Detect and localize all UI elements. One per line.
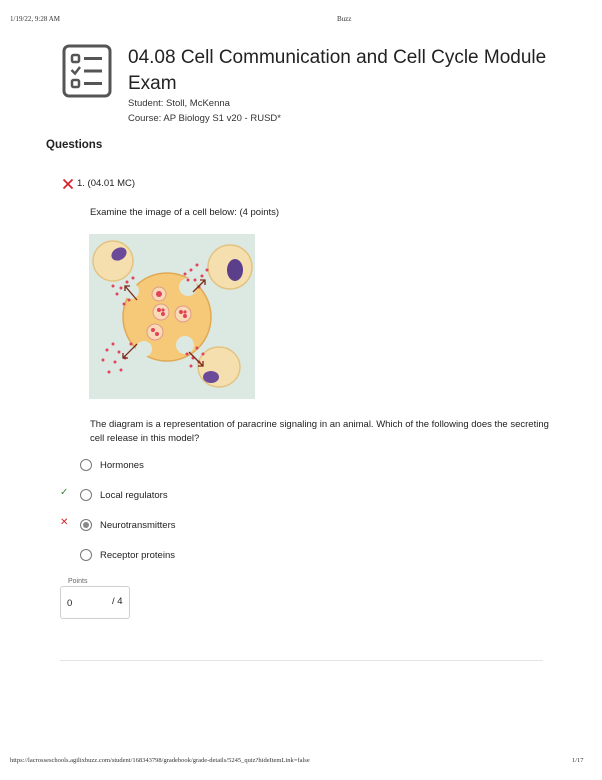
option-label: Local regulators (100, 489, 168, 501)
option-receptor-proteins[interactable] (80, 547, 175, 563)
course-line (128, 113, 281, 124)
question-stem: The diagram is a representation of paracrine signaling in an animal. Which of the following does the secreting cell release in this model? (90, 419, 549, 444)
question-number: 1. (04.01 MC) (77, 178, 136, 189)
option-label: Hormones (100, 459, 144, 471)
option-label: Receptor proteins (100, 549, 175, 561)
radio-dot (83, 522, 89, 528)
student-line (128, 98, 230, 109)
points-label: Points (68, 578, 88, 585)
radio-receptor-proteins[interactable] (80, 549, 92, 561)
course-label: Course: (128, 113, 162, 124)
paracrine-diagram (89, 234, 255, 399)
print-datetime: 1/19/22, 9:28 AM (10, 15, 60, 23)
option-neurotransmitters[interactable] (80, 517, 176, 533)
exam-title: 04.08 Cell Communication and Cell Cycle Module Exam (128, 47, 547, 94)
points-earned: 0 (67, 598, 73, 609)
radio-local-regulators[interactable] (80, 489, 92, 501)
radio-hormones[interactable] (80, 459, 92, 471)
question-prompt: Examine the image of a cell below: (4 points) (90, 207, 280, 218)
student-label: Student: (128, 98, 164, 109)
incorrect-x-icon: ✕ (60, 517, 69, 528)
option-hormones[interactable] (80, 457, 144, 473)
student-name: Stoll, McKenna (166, 98, 230, 109)
radio-neurotransmitters-selected[interactable] (80, 519, 92, 531)
checklist-icon (62, 44, 112, 98)
course-name: AP Biology S1 v20 - RUSD* (163, 113, 281, 124)
print-page-number: 1/17 (572, 757, 584, 764)
correct-check-icon: ✓ (60, 487, 69, 498)
print-url[interactable]: https://lacrosseschools.agilixbuzz.com/student/168343798/gradebook/grade-details/5245_quiz?hideItemLink=false (10, 757, 310, 764)
divider (60, 660, 543, 661)
option-label: Neurotransmitters (100, 519, 176, 531)
incorrect-x-icon (62, 177, 74, 189)
points-possible: / 4 (112, 596, 123, 607)
section-title: Questions (46, 139, 103, 151)
print-site: Buzz (337, 15, 352, 23)
option-local-regulators[interactable] (80, 487, 168, 503)
